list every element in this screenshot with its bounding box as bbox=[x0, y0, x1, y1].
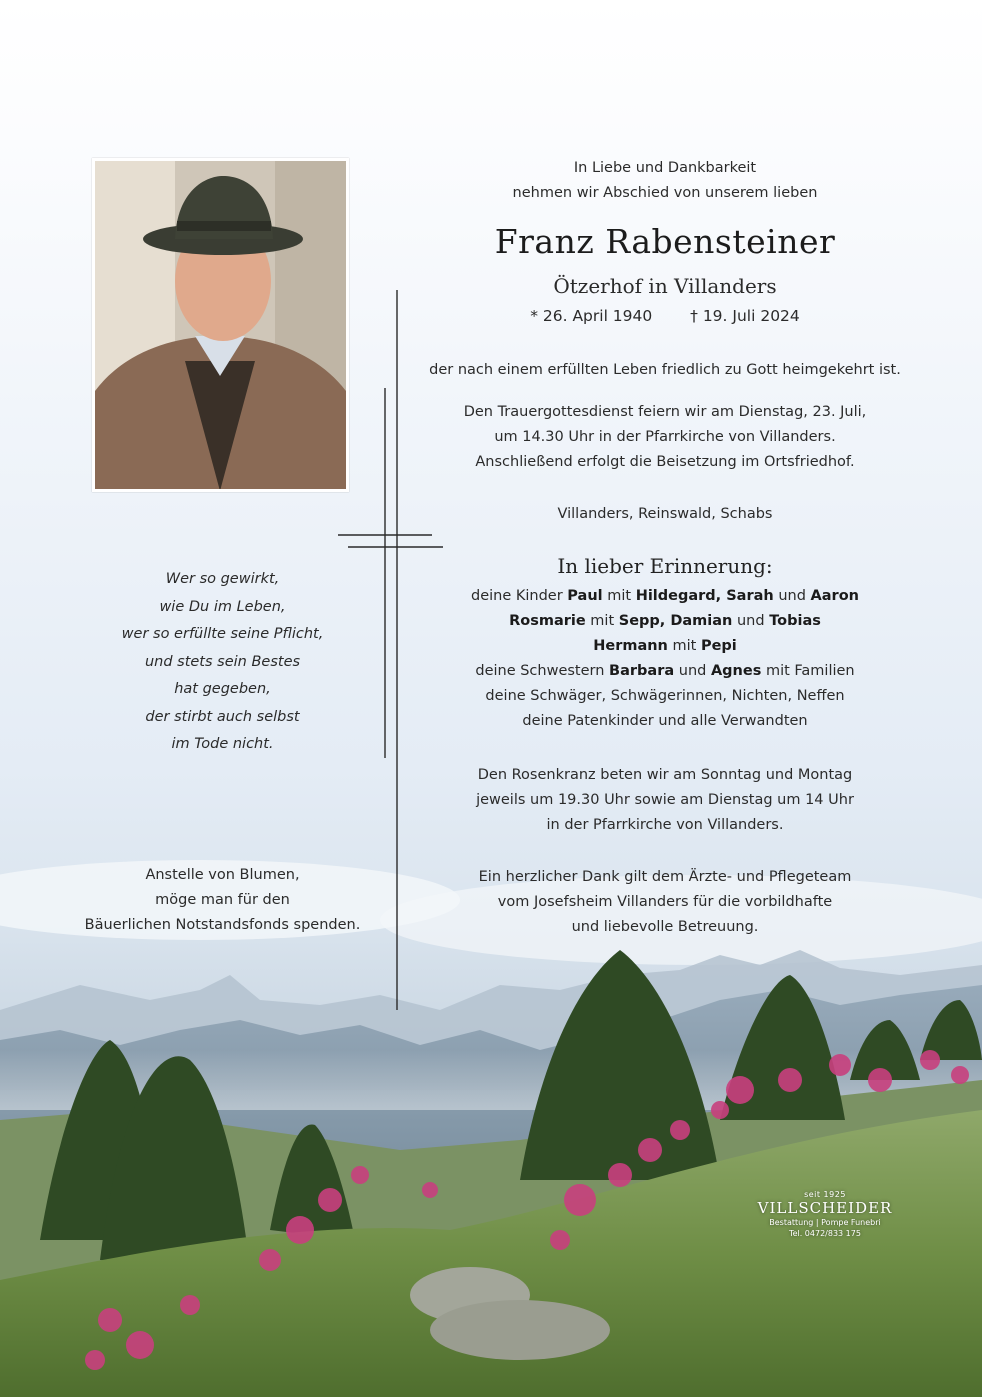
mourners-line: deine Kinder Paul mit Hildegard, Sarah und Aaron bbox=[471, 588, 859, 604]
donation-note bbox=[70, 863, 375, 938]
donation-line: Bäuerlichen Notstandsfonds spenden. bbox=[84, 917, 361, 933]
mourners-line: deine Schwestern Barbara und Agnes mit Familien bbox=[475, 663, 855, 679]
portrait-photo bbox=[92, 158, 349, 492]
logo-subtitle: Bestattung | Pompe Funebri bbox=[769, 1218, 881, 1227]
farm-name: Ötzerhof in Villanders bbox=[553, 274, 777, 298]
poem-line: wie Du im Leben, bbox=[159, 598, 286, 615]
funeral-service bbox=[400, 400, 930, 475]
mourners-line: deine Schwäger, Schwägerinnen, Nichten, Neffen bbox=[485, 688, 845, 704]
rosary-line: Den Rosenkranz beten wir am Sonntag und Montag bbox=[477, 767, 853, 783]
thanks-line: und liebevolle Betreuung. bbox=[571, 919, 759, 935]
mourners-line: Hermann mit Pepi bbox=[593, 638, 737, 654]
intro-line-1: In Liebe und Dankbarkeit bbox=[573, 160, 757, 176]
logo-since: seit 1925 bbox=[804, 1190, 846, 1199]
intro-text bbox=[400, 156, 930, 206]
logo-name: VILLSCHEIDER bbox=[757, 1199, 893, 1217]
deceased-name: Franz Rabensteiner bbox=[494, 222, 836, 261]
memorial-poem bbox=[80, 566, 365, 759]
poem-line: im Tode nicht. bbox=[171, 736, 274, 752]
poem-line: Wer so gewirkt, bbox=[165, 571, 280, 587]
donation-line: Anstelle von Blumen, bbox=[145, 867, 300, 883]
portrait-illustration bbox=[95, 161, 346, 489]
mourners-line: Rosmarie mit Sepp, Damian und Tobias bbox=[509, 613, 821, 629]
mourners-line: deine Patenkinder und alle Verwandten bbox=[522, 713, 808, 729]
rosary-line: jeweils um 19.30 Uhr sowie am Dienstag um 14 Uhr bbox=[476, 792, 854, 808]
poem-line: wer so erfüllte seine Pflicht, bbox=[121, 626, 324, 642]
memory-heading: In lieber Erinnerung: bbox=[557, 554, 773, 578]
mourners-list bbox=[400, 584, 930, 734]
life-dates bbox=[400, 307, 930, 325]
poem-line: der stirbt auch selbst bbox=[145, 708, 300, 725]
intro-line-2: nehmen wir Abschied von unserem lieben bbox=[512, 185, 818, 201]
poem-line: hat gegeben, bbox=[174, 681, 271, 697]
birth-date: * 26. April 1940 bbox=[530, 307, 653, 325]
donation-line: möge man für den bbox=[155, 892, 290, 908]
thanks-line: vom Josefsheim Villanders für die vorbildhafte bbox=[497, 894, 833, 910]
thanks-text bbox=[400, 865, 930, 940]
rosary-line: in der Pfarrkirche von Villanders. bbox=[546, 817, 784, 833]
poem-line: und stets sein Bestes bbox=[144, 653, 301, 670]
service-line: Anschließend erfolgt die Beisetzung im Ortsfriedhof. bbox=[475, 454, 855, 470]
rosary-text bbox=[400, 763, 930, 838]
logo-phone: Tel. 0472/833 175 bbox=[789, 1229, 861, 1238]
funeral-home-logo bbox=[750, 1190, 900, 1239]
places-text: Villanders, Reinswald, Schabs bbox=[557, 506, 773, 522]
death-date: † 19. Juli 2024 bbox=[690, 307, 800, 325]
service-line: um 14.30 Uhr in der Pfarrkirche von Villanders. bbox=[494, 429, 836, 445]
passage-text: der nach einem erfüllten Leben friedlich zu Gott heimgekehrt ist. bbox=[429, 362, 901, 378]
thanks-line: Ein herzlicher Dank gilt dem Ärzte- und Pflegeteam bbox=[478, 869, 852, 885]
service-line: Den Trauergottesdienst feiern wir am Dienstag, 23. Juli, bbox=[463, 404, 867, 420]
